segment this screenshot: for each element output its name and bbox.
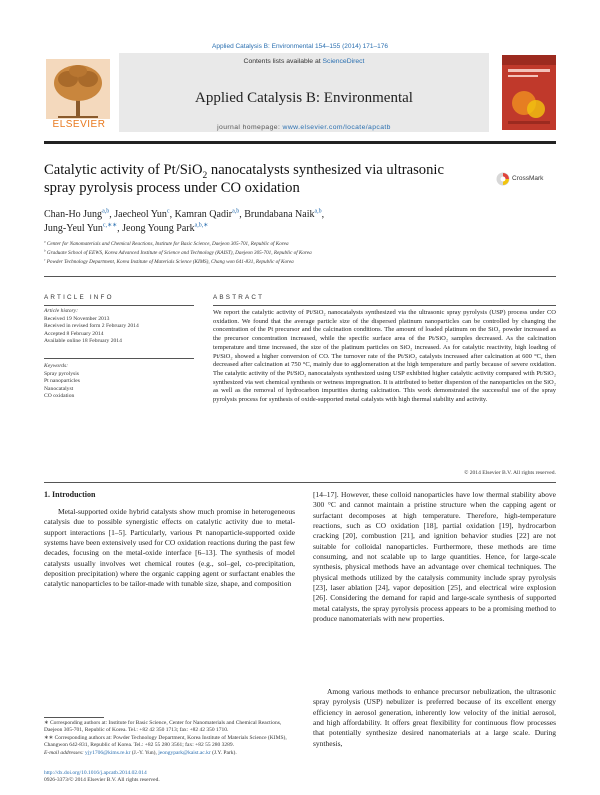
author[interactable]: Jeong Young Park$^{a,b,∗}$	[122, 222, 209, 234]
elsevier-tree-logo	[44, 57, 112, 125]
article-history	[44, 308, 199, 346]
author[interactable]: Brundabana Naik$^{a,b}$	[244, 208, 322, 220]
history-item: Accepted 8 February 2014	[44, 330, 104, 337]
email-name-2: (J.Y. Park).	[210, 749, 237, 756]
intro-left-column: Metal-supported oxide hybrid catalysts show much promise in heterogeneous catalysis due to possible synergistic effects on catalytic activity due to metal-support interactions [1–5]. Particularly, various Pt nanoparticle-supported oxide systems have been extensively used for CO oxidation reactions during the past few decades, focusing on the metal-oxide interface [6–13]. The synthesis of model catalysts usually involves wet chemical routes (e.g., sol–gel, co-precipitation, deposition precipitation) where the organic capping agent or surfactant enables the catalytic nanoparticles to be tailor-made with tunable size, shape, and composition	[44, 507, 295, 589]
elsevier-wordmark: ELSEVIER	[52, 119, 106, 130]
intro-heading: 1. Introduction	[44, 490, 96, 499]
journal-cover-thumbnail	[502, 55, 556, 130]
journal-homepage	[119, 124, 489, 131]
keyword: CO oxidation	[44, 393, 75, 400]
masthead-box	[119, 53, 489, 132]
intro-right-paragraph-2: Among various methods to enhance precursor nebulization, the ultrasonic spray pyrolysis (USP) nebulizer is preferred because of its excellent energy efficiency in aerosol generation, inherently low velocity of the initial aerosol, and high affordability. It offers great flexibility for continuous flow processes that potentially synthesize desired nanomaterials at a large scale. During synthesis,	[313, 687, 556, 748]
affiliation-rule	[44, 276, 556, 277]
keyword: Spray pyrolysis	[44, 370, 79, 377]
history-item: Received in revised form 2 February 2014	[44, 323, 139, 330]
aff-text: Center for Nanomaterials and Chemical Reactions, Institute for Basic Science, Daejeon 305-701, Republic of Korea	[46, 241, 289, 247]
email-line	[44, 750, 295, 757]
aff-text: Powder Technology Department, Korea Institute of Materials Science (KIMS), Chang won 641-831, Republic of Korea	[46, 259, 294, 265]
author[interactable]: Kamran Qadir$^{a,b}$	[174, 208, 240, 220]
abstract-heading: ABSTRACT	[213, 294, 265, 301]
affiliation-b	[44, 250, 554, 256]
homepage-link[interactable]: www.elsevier.com/locate/apcatb	[282, 124, 391, 131]
aff-sup: c	[44, 257, 46, 262]
author-affiliation-sup[interactable]: a,b,∗	[194, 222, 209, 229]
email-link-2[interactable]: jeongypark@kaist.ac.kr	[158, 749, 211, 756]
title-line2: spray pyrolysis process under CO oxidation	[44, 180, 300, 196]
author[interactable]: Jung-Yeul Yun$^{c,∗∗}$	[44, 222, 118, 234]
keywords	[44, 363, 199, 401]
email-link-1[interactable]: yjy1706@kims.re.kr	[85, 749, 131, 756]
author[interactable]: Chan-Ho Jung$^{a,b}$	[44, 208, 110, 220]
author-affiliation-sup[interactable]: a,b	[102, 208, 110, 215]
article-info-heading: ARTICLE INFO	[44, 294, 114, 301]
issn-line: 0926-3373/© 2014 Elsevier B.V. All rights reserved.	[44, 777, 160, 784]
contents-prefix: Contents lists available at	[243, 58, 323, 65]
sciencedirect-link[interactable]: ScienceDirect	[322, 58, 365, 65]
authors	[44, 208, 544, 236]
crossmark-badge[interactable]	[496, 172, 556, 186]
article-title	[44, 161, 474, 197]
aff-sup: a	[44, 239, 46, 244]
keywords-label: Keywords:	[44, 363, 69, 369]
homepage-label: journal homepage:	[217, 124, 283, 131]
title-part1: Catalytic activity of Pt/SiO	[44, 162, 203, 178]
masthead	[44, 53, 556, 138]
authors-line-2: Jung-Yeul Yun$^{c,∗∗}$, Jeong Young Park$^{a,b,∗}$	[44, 222, 209, 234]
masthead-rule	[44, 141, 556, 144]
email-label: E-mail addresses:	[44, 749, 86, 756]
authors-line-1: Chan-Ho Jung$^{a,b}$, Jaecheol Yun$^c$, Kamran Qadir$^{a,b}$, Brundabana Naik$^{a,b}$,	[44, 208, 325, 220]
footnote-rule	[44, 717, 104, 718]
keyword: Nanocatalyst	[44, 385, 74, 392]
author-affiliation-sup[interactable]: c	[166, 208, 170, 215]
history-label: Article history:	[44, 308, 79, 314]
history-item: Available online 18 February 2014	[44, 338, 122, 345]
doi-block	[44, 770, 344, 785]
affiliation-c	[44, 259, 554, 265]
footnote-2: ∗∗ Corresponding authors at: Powder Technology Department, Korea Institute of Materials Science (KIMS), Changwon 642-831, Republic of Korea. Tel.: +82 55 280 3561; fax: +82 55 280 3289.	[44, 734, 287, 749]
aff-text: Graduate School of EEWS, Korea Advanced Institute of Science and Technology (KAIST), Daejeon 305-701, Republic of Korea	[46, 250, 312, 256]
author-affiliation-sup[interactable]: a,b	[232, 208, 240, 215]
author-affiliation-sup[interactable]: c,∗∗	[102, 222, 118, 229]
crossmark-label: CrossMark	[512, 175, 544, 182]
abstract-text: We report the catalytic activity of Pt/SiO₂ nanocatalysts synthesized via the ultrasonic spray pyrolysis (USP) process under CO oxidation. We found that the average particle size of the dispersed platinum nanoparticles can be controlled by changing the concentration of the Pt precursor and the calcination conditions. The amount of loaded platinum on the SiO₂ powder increased as the precursor concentration increased, while the specific surface area of the Pt/SiO₂ samples decreased. As the calcination temperature and time increased, the size of the platinum particles on SiO₂ increased. As for catalytic reactivity, high loading of Pt/SiO₂ showed a higher conversion of CO. The turnover rate of the Pt/SiO₂ catalysts increased after calcination at 600 °C, then decreased after calcination at 750 °C, mainly due to agglomeration at the high temperature and partly because of severe oxidation. The catalytic activity of the Pt/SiO₂ nanocatalysts synthesized using USP exhibited higher catalytic activity compared with Pt/SiO₂ synthesized via wet chemical synthesis or wetness impregnation. It is attributed to better dispersion of the nanoparticles on the SiO₂ as well as the removal of hydrocarbon impurities during calcination. This work demonstrated the successful use of the spray pyrolysis process for synthesis of oxide-supported metal catalysts with high thermal stability and activity.	[213, 309, 556, 404]
author-affiliation-sup[interactable]: a,b	[314, 208, 322, 215]
history-item: Received 19 November 2013	[44, 315, 110, 322]
article-info-rule	[44, 305, 194, 306]
abstract-rule	[213, 305, 556, 306]
email-name-1: (J.-Y. Yun),	[130, 749, 159, 756]
journal-reference[interactable]: Applied Catalysis B: Environmental 154–155 (2014) 171–176	[212, 43, 388, 50]
abstract-bottom-rule	[44, 482, 556, 483]
contents-line	[119, 58, 489, 65]
keyword: Pt nanoparticles	[44, 378, 80, 385]
intro-right-paragraph-1: [14–17]. However, these colloid nanoparticles have low thermal stability above 300 °C and cannot maintain a pristine structure when the capping agent or surfactant decomposes at high temperature. Therefore, high-temperature reactions, such as CO oxidation [18], partial oxidation [19], hydrocarbon cracking [20], combustion [21], and ignition behavior studies [22] are not suitable for colloidal nanoparticles. Furthermore, these methods are time consuming, and not scalable up to large quantities. Hence, for large-scale synthesis, physical methods have an advantage over chemical techniques. The physical methods utilized by the catalysis community include spray pyrolysis [23], laser ablation [24], vapor deposition [25], and electrical wire explosion [26]. Considering the demand for rapid and large-scale synthesis of supported metal catalysts, the spray pyrolysis process appears to be a promising method to produce nanomaterials with new properties.	[313, 490, 556, 624]
title-part2: nanocatalysts synthesized via ultrasonic	[207, 162, 444, 178]
abstract-copyright: © 2014 Elsevier B.V. All rights reserved.	[464, 470, 556, 476]
footnotes	[44, 720, 295, 757]
doi-link[interactable]: http://dx.doi.org/10.1016/j.apcatb.2014.02.014	[44, 770, 147, 776]
keywords-rule	[44, 358, 194, 359]
aff-sup: b	[44, 248, 46, 253]
crossmark-icon	[496, 172, 510, 186]
author[interactable]: Jaecheol Yun$^c$	[114, 208, 170, 220]
journal-title: Applied Catalysis B: Environmental	[195, 90, 413, 106]
title-subscript: 2	[202, 170, 208, 181]
footnote-1: ∗ Corresponding authors at: Institute for Basic Science, Center for Nanomaterials and Chemical Reactions, Daejeon 305-701, Republic of Korea. Tel.: +82 42 350 1713; fax: +82 42 350 1710.	[44, 720, 282, 734]
affiliation-a	[44, 241, 554, 247]
